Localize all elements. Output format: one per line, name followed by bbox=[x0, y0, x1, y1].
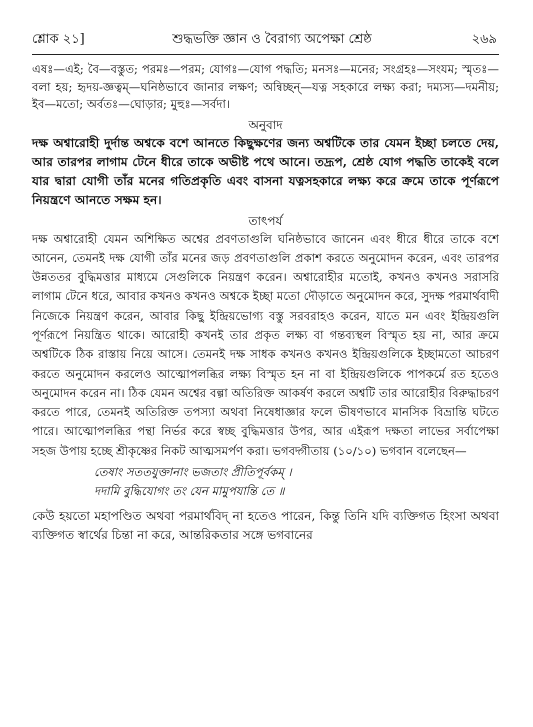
synonyms-paragraph: এষঃ—এই; বৈ—বস্তুত; পরমঃ—পরম; যোগঃ—যোগ পদ্ধতি; মনসঃ—মনের; সংগ্রহঃ—সংযম; স্মৃতঃ—বলা হয়; হৃদয়-জ্ঞত্বম্—ঘনিষ্ঠভাবে জানার লক্ষণ; অন্বিচ্ছন্—যত্ন সহকারে লক্ষ্য করা; দম্যস্য—দমনীয়; ইব—মতো; অর্বতঃ—ঘোড়ার; মুহুঃ—সর্বদা। bbox=[32, 62, 499, 111]
translation-paragraph: দক্ষ অশ্বারোহী দুর্দান্ত অশ্বকে বশে আনতে কিছুক্ষণের জন্য অশ্বটিকে তার যেমন ইচ্ছা চলতে দেয়, আর তারপর লাগাম টেনে ধীরে তাকে অভীষ্ট পথে আনে। তদ্রূপ, শ্রেষ্ঠ যোগ পদ্ধতি তাকেই বলে যার দ্বারা যোগী তাঁর মনের গতিপ্রকৃতি এবং বাসনা যত্নসহকারে লক্ষ্য করে ক্রমে তাকে পূর্ণরূপে নিয়ন্ত্রণে আনতে সক্ষম হন। bbox=[32, 135, 499, 207]
purport-paragraph: দক্ষ অশ্বারোহী যেমন অশিক্ষিত অশ্বের প্রবণতাগুলি ঘনিষ্ঠভাবে জানেন এবং ধীরে ধীরে তাকে বশে আনেন, তেমনই দক্ষ যোগী তাঁর মনের জড় প্রবণতাগুলি প্রকাশ করতে অনুমোদন করেন, এবং তারপর উন্নততর বুদ্ধিমত্তার মাধ্যমে সেগুলিকে নিয়ন্ত্রণ করেন। অশ্বারোহীর মতোই, কখনও কখনও সরাসরি লাগাম টেনে ধরে, আবার কখনও কখনও অশ্বকে ইচ্ছা মতো দৌড়াতে অনুমোদন করে, সুদক্ষ পরমার্থবাদী নিজেকে নিয়ন্ত্রণ করেন, আবার কিছু ইন্দ্রিয়ভোগ্য বস্তু সরবরাহও করেন, যাতে মন এবং ইন্দ্রিয়গুলি পূর্ণরূপে নিয়ন্ত্রিত থাকে। আরোহী কখনই তার প্রকৃত লক্ষ্য বা গন্তব্যস্থল বিস্মৃত হয় না, আর ক্রমে অশ্বটিকে ঠিক রাস্তায় নিয়ে আসে। তেমনই দক্ষ সাধক কখনও কখনও ইন্দ্রিয়গুলিকে ইচ্ছামতো আচরণ করতে অনুমোদন করলেও আত্মোপলব্ধির লক্ষ্য বিস্মৃত হন না বা ইন্দ্রিয়গুলিকে পাপকর্মে রত হতেও অনুমোদন করেন না। ঠিক যেমন অশ্বের বল্গা অতিরিক্ত আকর্ষণ করলে অশ্বটি তার আরোহীর বিরুদ্ধাচরণ করতে পারে, তেমনই অতিরিক্ত তপস্যা অথবা নিষেধাজ্ঞার ফলে ভীষণভাবে মানসিক বিভ্রান্তি ঘটতে পারে। আত্মোপলব্ধির পন্থা নির্ভর করে স্বচ্ছ বুদ্ধিমত্তার উপর, আর এইরূপ দক্ষতা লাভের সর্বাপেক্ষা সহজ উপায় হচ্ছে শ্রীকৃষ্ণের নিকট আত্মসমর্পণ করা। ভগবদ্গীতায় (১০/১০) ভগবান বলেছেন— bbox=[32, 231, 499, 458]
page-number: ২৬৯ bbox=[471, 32, 497, 47]
header-rule bbox=[32, 54, 499, 55]
running-title: শুদ্ধভক্তি জ্ঞান ও বৈরাগ্য অপেক্ষা শ্রেষ্ঠ bbox=[172, 32, 372, 47]
closing-paragraph: কেউ হয়তো মহাপণ্ডিত অথবা পরমার্থবিদ্ না হতেও পারেন, কিন্তু তিনি যদি ব্যক্তিগত হিংসা অথবা ব্যক্তিগত স্বার্থের চিন্তা না করে, আন্তরিকতার সঙ্গে ভগবানের bbox=[32, 509, 499, 543]
gita-verse-quote bbox=[94, 463, 499, 501]
verse-line-2: দদামি বুদ্ধিযোগং তং যেন মামুপযান্তি তে ॥ bbox=[94, 484, 285, 499]
page-header bbox=[32, 26, 499, 52]
verse-reference: শ্লোক ২১] bbox=[32, 32, 85, 47]
translation-heading: অনুবাদ bbox=[248, 117, 283, 132]
verse-line-1: তেষাং সততযুক্তানাং ভজতাং প্রীতিপূর্বকম্ । bbox=[94, 465, 292, 480]
purport-heading: তাৎপর্য bbox=[248, 213, 283, 228]
